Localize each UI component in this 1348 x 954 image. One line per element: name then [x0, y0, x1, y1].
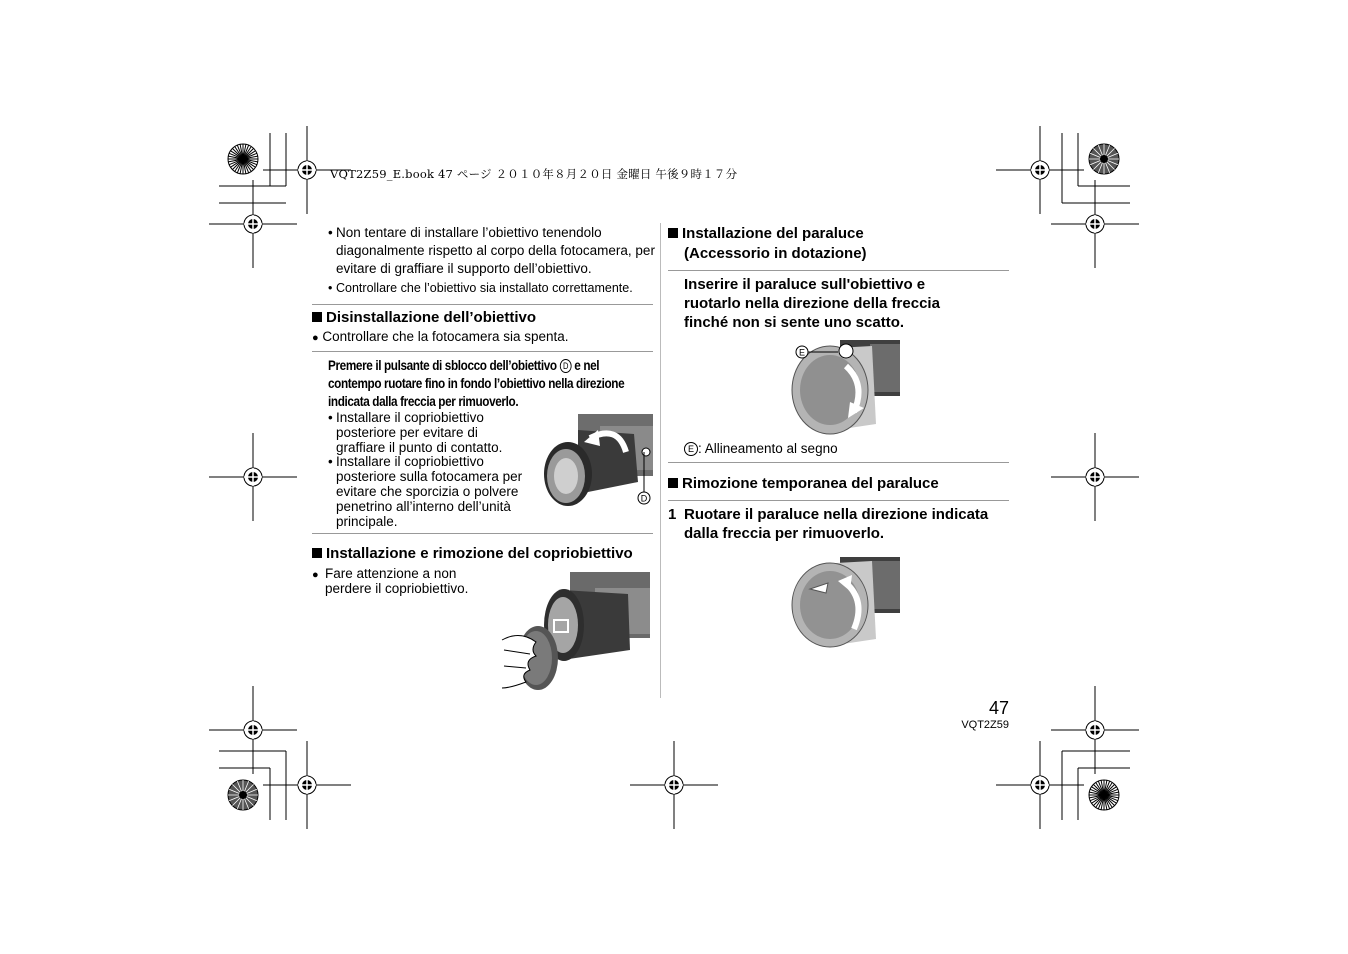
removal-bullet-2: • Installare il copriobiettivo posteriore sulla fotocamera per evitare che sporcizia o polvere penetrino all’interno dell’unità principale.: [328, 454, 523, 529]
section-title-removal: Disinstallazione dell’obiettivo: [312, 308, 536, 327]
hood-remove-step-text: Ruotare il paraluce nella direzione indicata dalla freccia per rimuoverlo.: [684, 506, 989, 542]
registration-star-top-right: [1089, 144, 1119, 174]
crosshair-mid-left: [209, 433, 297, 521]
hood-caption: E : Allineamento al segno: [684, 440, 838, 458]
square-bullet-icon: [312, 548, 322, 558]
hood-install-subtitle: (Accessorio in dotazione): [684, 245, 867, 262]
removal-note: ● Controllare che la fotocamera sia spenta.: [312, 329, 569, 344]
removal-instruction: Premere il pulsante di sblocco dell’obiettivo D e nel contempo ruotare fino in fondo l’obiettivo nella direzione indicata dalla freccia per rimuoverlo.: [328, 357, 625, 409]
section-title-hood-install: Installazione del paraluce: [668, 224, 864, 243]
divider: [668, 270, 1009, 271]
crosshair-lower-left: [209, 686, 297, 774]
model-code: VQT2Z59: [961, 719, 1009, 731]
registration-star-bottom-left: [228, 780, 258, 810]
intro-bullet-1: • Non tentare di installare l’obiettivo tenendolo diagonalmente rispetto al corpo della fotocamera, per evitare di graffiare il supporto dell’obiettivo.: [328, 225, 655, 276]
figure-label-d: D: [640, 493, 648, 504]
crosshair-lower-right: [1051, 686, 1139, 774]
lens-removal-illustration: [540, 412, 655, 512]
crosshair-bottom-left: [263, 741, 351, 829]
divider: [668, 500, 1009, 501]
section-title-hood-remove: Rimozione temporanea del paraluce: [668, 474, 939, 493]
registration-star-bottom-right: [1089, 780, 1119, 810]
divider: [312, 533, 653, 534]
hood-remove-step-number: 1: [668, 506, 677, 523]
crosshair-bottom-right: [996, 741, 1084, 829]
divider: [668, 462, 1009, 463]
section-title-cap: Installazione e rimozione del copriobiettivo: [312, 544, 633, 563]
hood-install-instruction: Inserire il paraluce sull'obiettivo e ruotarlo nella direzione della freccia finché non si sente uno scatto.: [684, 276, 940, 331]
intro-bullet-2: • Controllare che l’obiettivo sia installato correttamente.: [328, 281, 633, 295]
crosshair-bottom-center: [630, 741, 718, 829]
page-number: 47: [988, 698, 1009, 718]
file-info-header: VQT2Z59_E.book 47 ページ ２０１０年８月２０日 金曜日 午後９時１７分: [330, 167, 738, 181]
hood-install-illustration: [790, 338, 905, 436]
square-bullet-icon: [668, 478, 678, 488]
square-bullet-icon: [668, 228, 678, 238]
divider: [312, 304, 653, 305]
crosshair-mid-right: [1051, 433, 1139, 521]
removal-bullet-1: • Installare il copriobiettivo posteriore per evitare di graffiare il punto di contatto.: [328, 410, 503, 455]
figure-label-e: E: [798, 347, 806, 358]
cap-note: ● Fare attenzione a non perdere il copriobiettivo.: [312, 566, 469, 596]
crosshair-upper-right: [1051, 180, 1139, 268]
column-divider: [660, 223, 661, 698]
divider: [312, 351, 653, 352]
registration-star-top-left: [228, 144, 258, 174]
marker-d: D: [560, 359, 572, 373]
square-bullet-icon: [312, 312, 322, 322]
crosshair-upper-left: [209, 180, 297, 268]
hood-remove-illustration: [790, 555, 905, 650]
crosshair-top-right: [996, 126, 1084, 214]
marker-e: E: [684, 442, 698, 456]
lens-cap-illustration: [500, 570, 655, 698]
